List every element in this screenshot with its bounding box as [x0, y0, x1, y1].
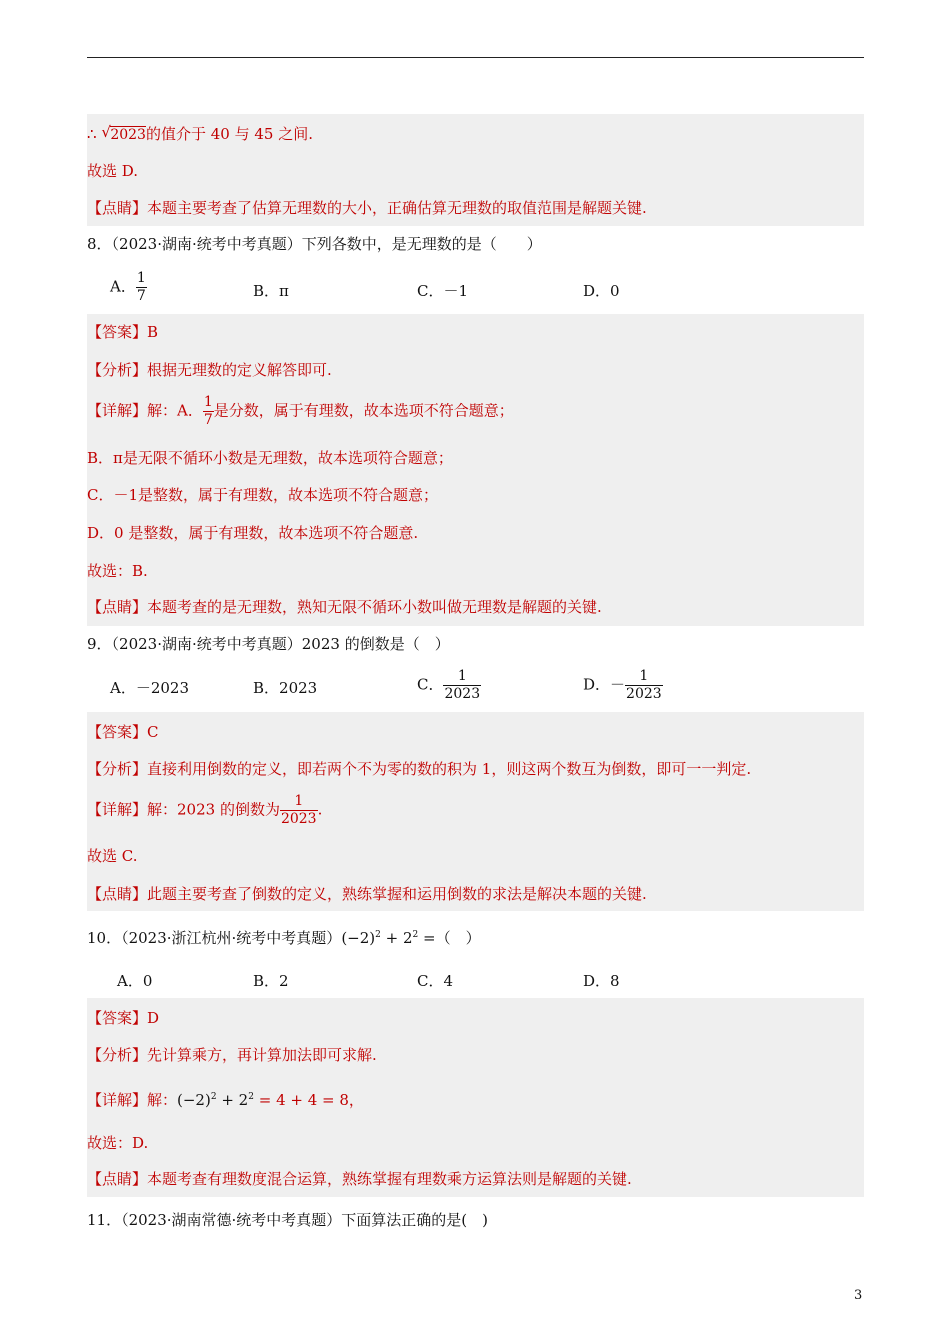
q10-stem: 10．（2023·浙江杭州·统考中考真题）$(-2)^2 + 2^2$ =（ ） — [87, 929, 481, 947]
q8-choice: 故选：B. — [87, 562, 148, 580]
q8-line-b: B．π是无限不循环小数是无理数，故本选项符合题意； — [87, 449, 453, 467]
q8-line-d: D．0 是整数，属于有理数，故本选项不符合题意. — [87, 524, 419, 542]
q9-stem: 9．（2023·湖南·统考中考真题）2023 的倒数是（ ） — [87, 635, 450, 653]
q10-answer: 【答案】D — [87, 1009, 160, 1027]
q10-option-d: D．8 — [583, 972, 620, 990]
q11-stem: 11．（2023·湖南常德·统考中考真题）下面算法正确的是( ) — [87, 1211, 489, 1229]
q9-option-b: B．2023 — [253, 679, 318, 697]
page-number: 3 — [854, 1288, 863, 1303]
q8-option-b: B．π — [253, 282, 289, 300]
q7-sqrt-line: ∴ √ 2023的值介于 40 与 45 之间. — [87, 123, 313, 143]
q8-line-c: C．－1是整数，属于有理数，故本选项不符合题意； — [87, 486, 439, 504]
sqrt-symbol: √ 2023 — [101, 123, 146, 143]
q8-analysis: 【分析】根据无理数的定义解答即可. — [87, 361, 332, 379]
q10-option-a: A．0 — [117, 972, 153, 990]
q10-analysis: 【分析】先计算乘方，再计算加法即可求解. — [87, 1046, 377, 1064]
q9-option-a: A．－2023 — [110, 679, 190, 697]
q9-option-c: C． $\frac{1}{2023}$ — [417, 668, 481, 702]
q8-stem: 8．（2023·湖南·统考中考真题）下列各数中，是无理数的是（ ） — [87, 235, 542, 253]
q8-detail: 【详解】解：A． $\frac{1}{7}$ 是分数，属于有理数，故本选项不符合题意； — [87, 394, 514, 428]
q10-choice: 故选：D. — [87, 1134, 149, 1152]
q9-option-d: D．－ $\frac{1}{2023}$ — [583, 668, 662, 702]
q8-option-c: C．－1 — [417, 282, 469, 300]
q9-analysis: 【分析】直接利用倒数的定义，即若两个不为零的数的积为 1，则这两个数互为倒数，即可一一判定. — [87, 760, 752, 778]
q8-comment: 【点睛】本题考查的是无理数，熟知无限不循环小数叫做无理数是解题的关键. — [87, 598, 602, 616]
q8-answer: 【答案】B — [87, 323, 159, 341]
q10-option-c: C．4 — [417, 972, 454, 990]
q9-answer: 【答案】C — [87, 723, 159, 741]
q9-detail: 【详解】解：2023 的倒数为 $\frac{1}{2023}$ . — [87, 793, 323, 827]
q10-option-b: B．2 — [253, 972, 289, 990]
header-rule — [87, 57, 864, 58]
q9-comment: 【点睛】此题主要考查了倒数的定义，熟练掌握和运用倒数的求法是解决本题的关键. — [87, 885, 647, 903]
q7-comment: 【点睛】本题主要考查了估算无理数的大小，正确估算无理数的取值范围是解题关键. — [87, 199, 647, 217]
q8-option-d: D．0 — [583, 282, 620, 300]
q9-choice: 故选 C. — [87, 847, 138, 865]
q10-comment: 【点睛】本题考查有理数度混合运算，熟练掌握有理数乘方运算法则是解题的关键. — [87, 1170, 632, 1188]
q10-detail: 【详解】解：$(-2)^2 + 2^2 = 4 + 4 = 8$， — [87, 1091, 364, 1109]
q7-choice: 故选 D. — [87, 162, 139, 180]
q8-option-a: A． $\frac{1}{7}$ — [110, 270, 146, 304]
